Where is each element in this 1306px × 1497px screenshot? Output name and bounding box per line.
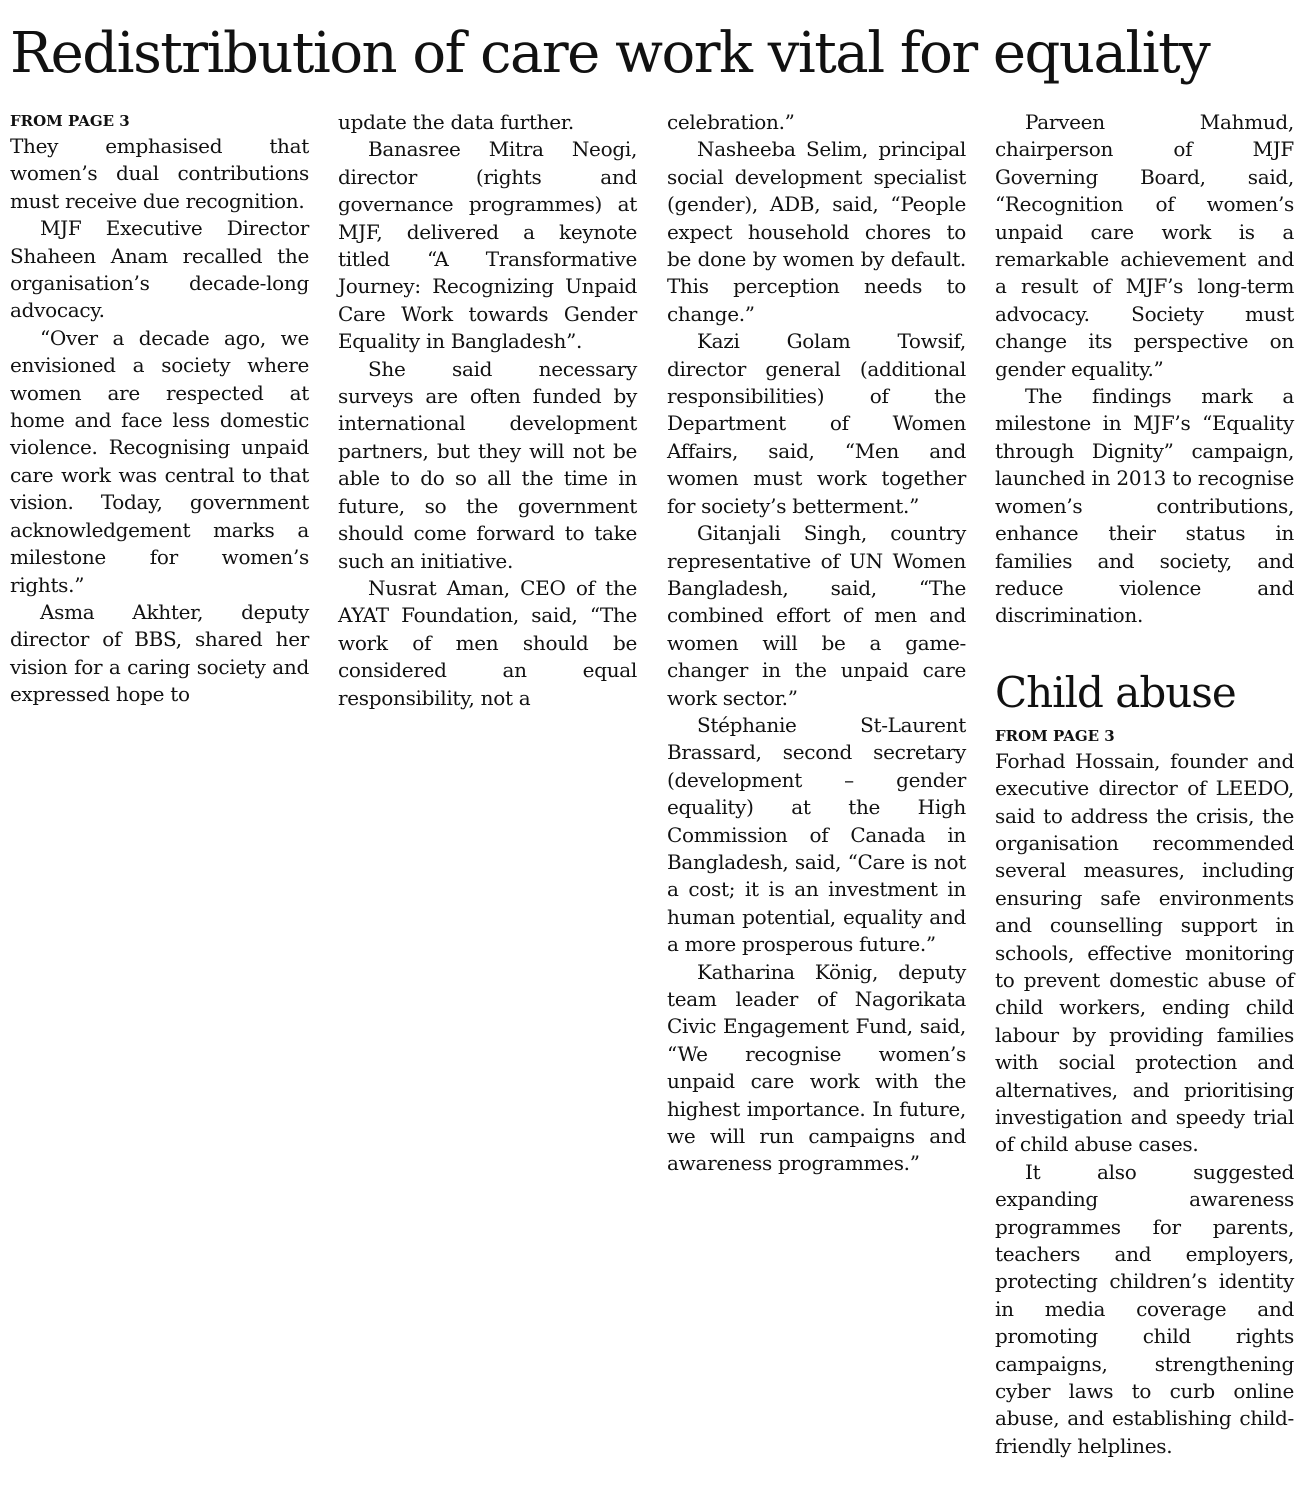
paragraph: “Over a decade ago, we envisioned a society where women are respected at home and face less domestic violence. Recognising unpaid care work was central to that vision. Today, government acknowledgement marks a milestone for women’s rights.” — [10, 325, 309, 597]
article-column-4 — [995, 109, 1294, 1460]
article-column-2 — [338, 109, 637, 712]
paragraph: They emphasised that women’s dual contributions must receive due recognition. — [10, 134, 309, 213]
paragraph: Kazi Golam Towsif, director general (additional responsibilities) of the Department of Women Affairs, said, “Men and women must work together for society’s betterment.” — [667, 329, 966, 518]
paragraph: celebration.” — [667, 110, 795, 134]
paragraph: update the data further. — [338, 110, 574, 134]
paragraph: Gitanjali Singh, country representative of UN Women Bangladesh, said, “The combined effort of men and women will be a game-changer in the unpaid care work sector.” — [667, 521, 966, 710]
paragraph: Forhad Hossain, founder and executive director of LEEDO, said to address the crisis, the organisation recommended several measures, including ensuring safe environments and counselling support in schools, effective monitoring to prevent domestic abuse of child workers, ending child labour by providing families with social protection and alternatives, and prioritising investigation and speedy trial of child abuse cases. — [995, 748, 1294, 1157]
paragraph: Nusrat Aman, CEO of the AYAT Foundation, said, “The work of men should be considered an equal responsibility, not a — [338, 575, 637, 710]
article-column-3 — [667, 109, 966, 1178]
article-column-1 — [10, 109, 309, 709]
paragraph: She said necessary surveys are often funded by international development partners, but they will not be able to do so all the time in future, so the government should come forward to take such an initiative. — [338, 356, 637, 573]
paragraph: Parveen Mahmud, chairperson of MJF Governing Board, said, “Recognition of women’s unpaid care work is a remarkable achievement and a result of MJF’s long-term advocacy. Society must change its perspective on gender equality.” — [995, 110, 1294, 381]
from-page-kicker: FROM PAGE 3 — [995, 726, 1115, 745]
paragraph: Asma Akhter, deputy director of BBS, shared her vision for a caring society and expressed hope to — [10, 599, 309, 707]
from-page-kicker: FROM PAGE 3 — [10, 112, 130, 130]
paragraph: The findings mark a milestone in MJF’s “Equality through Dignity” campaign, launched in 2013 to recognise women’s contributions, enhance their status in families and society, and reduce violence and discrimination. — [995, 384, 1294, 628]
paragraph: It also suggested expanding awareness programmes for parents, teachers and employers, protecting children’s identity in media coverage and promoting child rights campaigns, strengthening cyber laws to curb online abuse, and establishing child-friendly helplines. — [995, 1159, 1294, 1458]
paragraph: Katharina König, deputy team leader of Nagorikata Civic Engagement Fund, said, “We recognise women’s unpaid care work with the highest importance. In future, we will run campaigns and awareness programmes.” — [667, 959, 966, 1176]
paragraph: Stéphanie St-Laurent Brassard, second secretary (development – gender equality) at the High Commission of Canada in Bangladesh, said, “Care is not a cost; it is an investment in human potential, equality and a more prosperous future.” — [667, 712, 966, 957]
paragraph: MJF Executive Director Shaheen Anam recalled the organisation’s decade-long advocacy. — [10, 216, 309, 323]
paragraph: Banasree Mitra Neogi, director (rights and governance programmes) at MJF, delivered a keynote titled “A Transformative Journey: Recognizing Unpaid Care Work towards Gender Equality in Bangladesh”. — [338, 137, 637, 354]
article-headline: Redistribution of care work vital for equality — [10, 21, 1210, 86]
paragraph: Nasheeba Selim, principal social development specialist (gender), ADB, said, “People expect household chores to be done by women by default. This perception needs to change.” — [667, 137, 966, 326]
child-abuse-headline: Child abuse — [995, 667, 1236, 717]
